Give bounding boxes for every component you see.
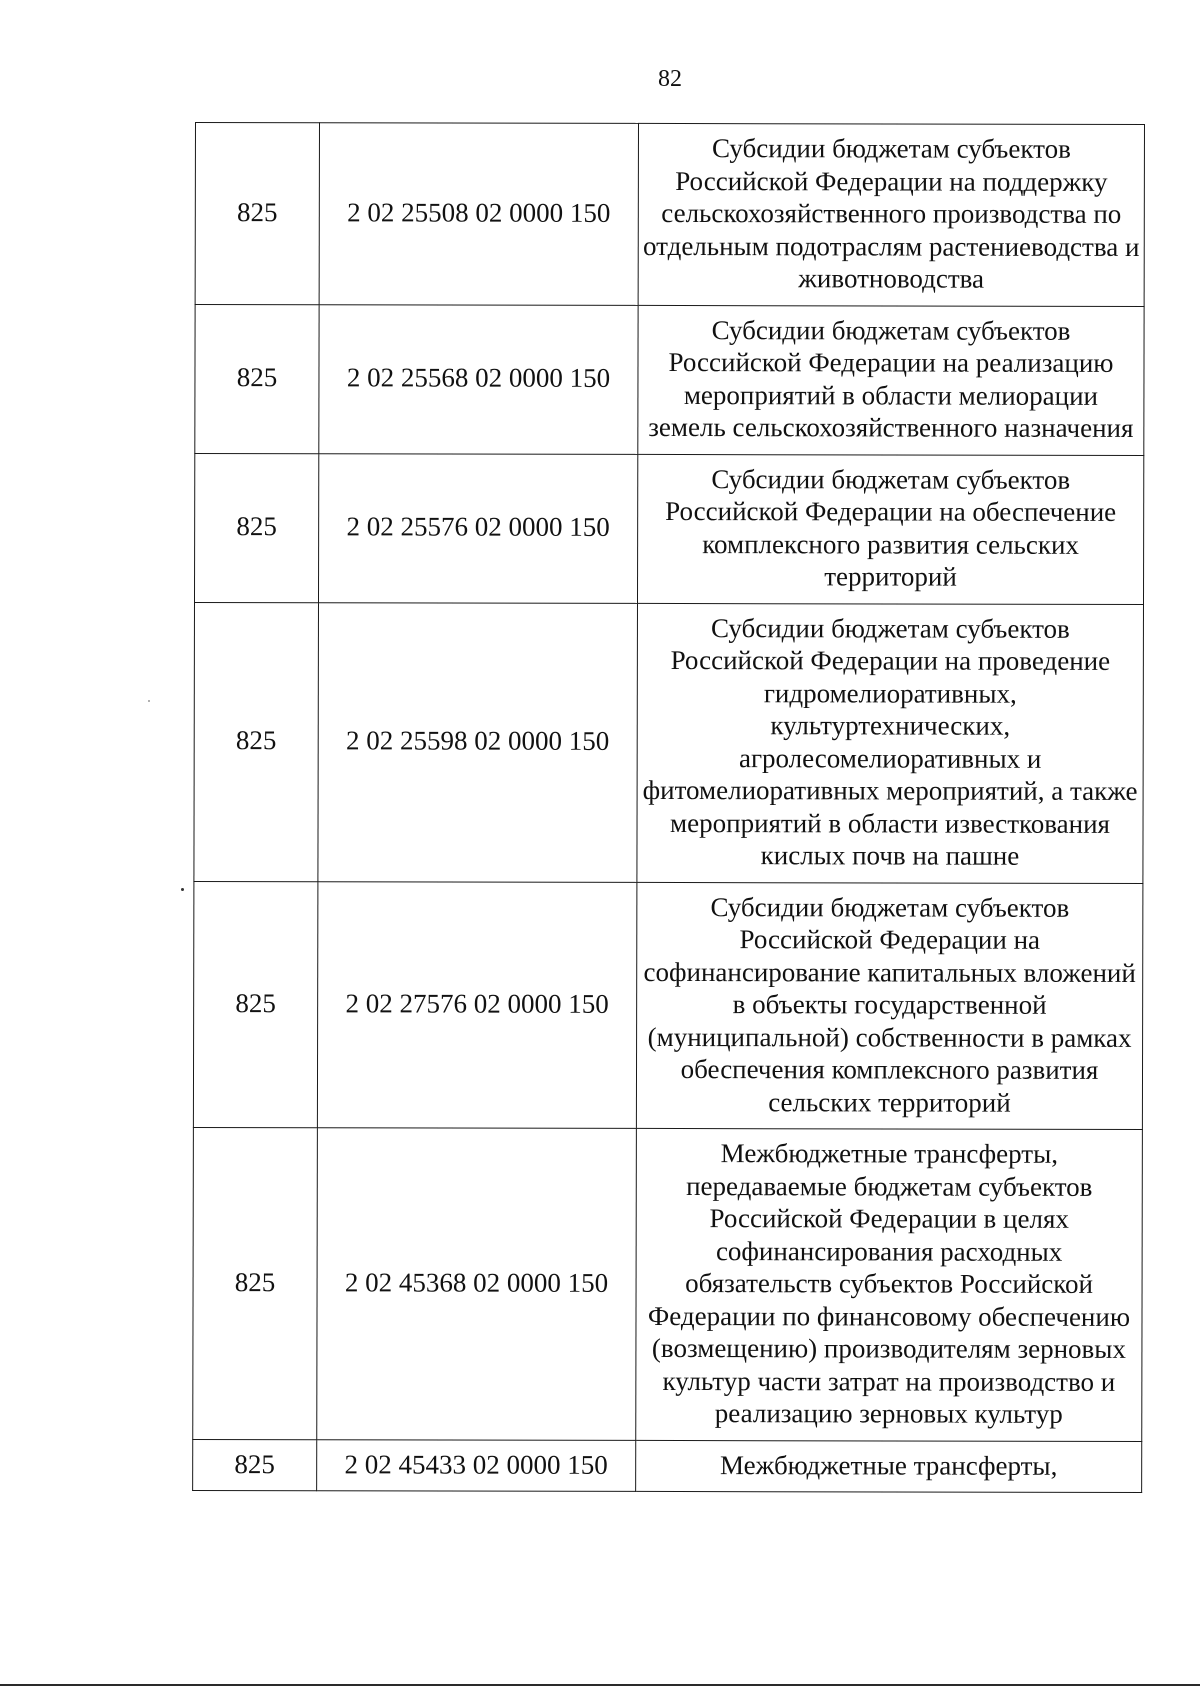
budget-code-cell: 2 02 25508 02 0000 150 xyxy=(319,123,638,305)
description-cell: Межбюджетные трансферты, передаваемые бюджетам субъектов Российской Федерации в целях софинансирования расходных обязательств субъектов Российской Федерации по финансовому обеспечению (возмещению) производителям зерновых культур части затрат на производство и реализацию зерновых культур xyxy=(636,1128,1143,1441)
table-row xyxy=(195,304,1144,455)
table-row xyxy=(193,1439,1142,1492)
table-row xyxy=(194,453,1143,604)
description-cell: Субсидии бюджетам субъектов Российской Федерации на обеспечение комплексного развития сельских территорий xyxy=(637,454,1143,604)
page-number: 82 xyxy=(658,66,682,92)
table-row xyxy=(193,881,1143,1129)
table-row xyxy=(194,602,1144,883)
budget-code-cell: 2 02 27576 02 0000 150 xyxy=(317,881,637,1128)
table-row xyxy=(193,1127,1143,1440)
scan-speck xyxy=(148,700,150,702)
admin-code-cell: 825 xyxy=(195,304,319,453)
revenue-codes-table xyxy=(192,122,1145,1493)
description-cell: Субсидии бюджетам субъектов Российской Федерации на проведение гидромелиоративных, культуртехнических, агролесомелиоративных и фитомелиоративных мероприятий, а также мероприятий в области известкования кислых почв на пашне xyxy=(637,603,1144,883)
table-row xyxy=(195,123,1144,306)
admin-code-cell: 825 xyxy=(194,602,319,881)
description-cell: Субсидии бюджетам субъектов Российской Федерации на поддержку сельскохозяйственного производства по отдельным подотраслям растениеводства и животноводства xyxy=(638,123,1144,306)
budget-code-cell: 2 02 25576 02 0000 150 xyxy=(318,453,637,603)
budget-code-cell: 2 02 45368 02 0000 150 xyxy=(317,1128,637,1440)
budget-code-cell: 2 02 45433 02 0000 150 xyxy=(317,1439,636,1491)
admin-code-cell: 825 xyxy=(193,1439,317,1491)
admin-code-cell: 825 xyxy=(195,123,319,305)
scan-speck xyxy=(181,888,184,891)
description-cell: Субсидии бюджетам субъектов Российской Федерации на софинансирование капитальных вложений в объекты государственной (муниципальной) собственности в рамках обеспечения комплексного развития сельских территорий xyxy=(636,882,1143,1130)
codes-table xyxy=(192,122,1145,1493)
scan-edge-line xyxy=(0,1684,1200,1686)
budget-code-cell: 2 02 25598 02 0000 150 xyxy=(318,602,638,882)
description-cell: Межбюджетные трансферты, xyxy=(636,1440,1142,1493)
description-cell: Субсидии бюджетам субъектов Российской Федерации на реализацию мероприятий в области мелиорации земель сельскохозяйственного назначения xyxy=(638,305,1144,455)
admin-code-cell: 825 xyxy=(193,1127,318,1439)
budget-code-cell: 2 02 25568 02 0000 150 xyxy=(319,304,638,454)
admin-code-cell: 825 xyxy=(194,453,318,602)
admin-code-cell: 825 xyxy=(193,881,318,1128)
